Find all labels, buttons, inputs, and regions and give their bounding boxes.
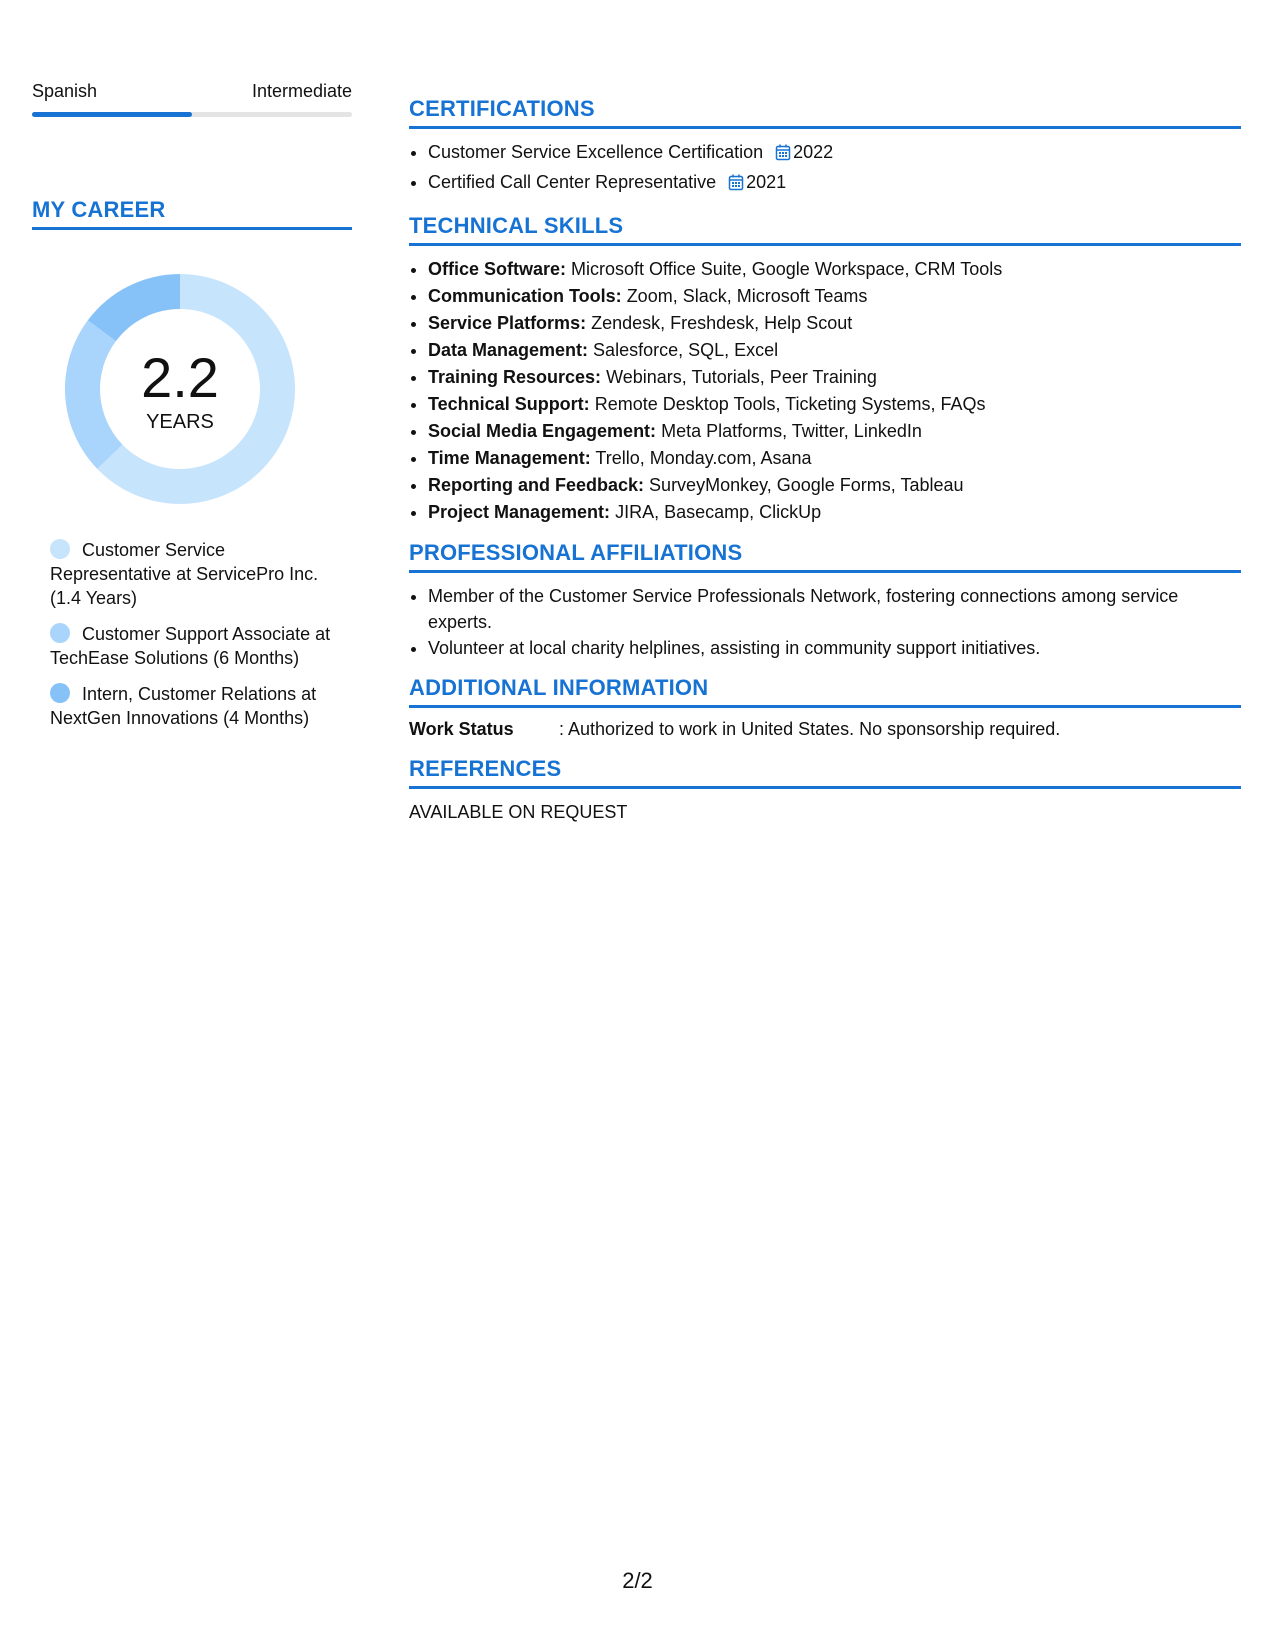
skill-category: Reporting and Feedback: bbox=[428, 475, 645, 495]
career-entry-label: Customer Support Associate at TechEase Solutions (6 Months) bbox=[50, 624, 331, 668]
certification-item bbox=[428, 139, 1241, 169]
career-legend bbox=[50, 538, 350, 730]
career-total-years: 2.2 bbox=[141, 346, 219, 409]
skill-item bbox=[428, 499, 1241, 526]
references-heading: REFERENCES bbox=[409, 756, 1241, 789]
technical-skills-list bbox=[409, 256, 1241, 526]
skill-tools: Zendesk, Freshdesk, Help Scout bbox=[591, 313, 853, 333]
work-status-value: : Authorized to work in United States. No sponsorship required. bbox=[559, 719, 1061, 739]
skill-item bbox=[428, 445, 1241, 472]
affiliations-section bbox=[409, 540, 1241, 661]
language-name: Spanish bbox=[32, 81, 98, 101]
certification-year: 2022 bbox=[793, 142, 834, 162]
certification-name: Customer Service Excellence Certification bbox=[428, 142, 764, 162]
skill-category: Communication Tools: bbox=[428, 286, 622, 306]
skill-category: Technical Support: bbox=[428, 394, 590, 414]
affiliations-heading: PROFESSIONAL AFFILIATIONS bbox=[409, 540, 1241, 573]
certifications-list bbox=[409, 139, 1241, 199]
left-column bbox=[32, 80, 352, 742]
certifications-section bbox=[409, 96, 1241, 199]
certification-name: Certified Call Center Representative bbox=[428, 172, 717, 192]
certification-item bbox=[428, 169, 1241, 199]
page-number: 2/2 bbox=[622, 1568, 653, 1593]
language-level: Intermediate bbox=[251, 81, 352, 101]
skill-category: Office Software: bbox=[428, 259, 567, 279]
work-status-row bbox=[409, 716, 1241, 742]
career-donut-chart bbox=[65, 274, 295, 504]
career-legend-item bbox=[50, 682, 350, 730]
skill-item bbox=[428, 337, 1241, 364]
skill-item bbox=[428, 364, 1241, 391]
skill-tools: Trello, Monday.com, Asana bbox=[595, 448, 812, 468]
skill-category: Data Management: bbox=[428, 340, 589, 360]
additional-info-section bbox=[409, 675, 1241, 742]
donut-center bbox=[65, 274, 295, 504]
skill-item bbox=[428, 472, 1241, 499]
skill-tools: Salesforce, SQL, Excel bbox=[593, 340, 779, 360]
skill-item bbox=[428, 418, 1241, 445]
career-entry-label: Intern, Customer Relations at NextGen Innovations (4 Months) bbox=[50, 684, 317, 728]
skill-tools: Microsoft Office Suite, Google Workspace, CRM Tools bbox=[571, 259, 1003, 279]
skill-tools: Remote Desktop Tools, Ticketing Systems, FAQs bbox=[594, 394, 986, 414]
calendar-icon bbox=[775, 142, 791, 169]
skill-tools: Zoom, Slack, Microsoft Teams bbox=[626, 286, 868, 306]
certification-year: 2021 bbox=[746, 172, 787, 192]
skill-tools: Meta Platforms, Twitter, LinkedIn bbox=[661, 421, 922, 441]
affiliation-item: • Volunteer at local charity helplines, assisting in community support initiatives. bbox=[428, 635, 1241, 661]
skill-item bbox=[428, 391, 1241, 418]
legend-dot bbox=[50, 683, 70, 703]
references-text: AVAILABLE ON REQUEST bbox=[409, 802, 628, 822]
skill-category: Service Platforms: bbox=[428, 313, 587, 333]
career-heading: MY CAREER bbox=[32, 197, 352, 230]
career-entry-label: Customer Service Representative at ServicePro Inc. (1.4 Years) bbox=[50, 540, 319, 608]
skill-category: Time Management: bbox=[428, 448, 591, 468]
skill-category: Social Media Engagement: bbox=[428, 421, 657, 441]
work-status-label: Work Status bbox=[409, 719, 514, 739]
skill-tools: Webinars, Tutorials, Peer Training bbox=[606, 367, 877, 387]
additional-info-heading: ADDITIONAL INFORMATION bbox=[409, 675, 1241, 708]
skill-category: Training Resources: bbox=[428, 367, 602, 387]
language-proficiency-bar bbox=[32, 112, 352, 117]
certifications-heading: CERTIFICATIONS bbox=[409, 96, 1241, 129]
legend-dot bbox=[50, 623, 70, 643]
technical-skills-section bbox=[409, 213, 1241, 526]
career-legend-item bbox=[50, 538, 350, 610]
references-section bbox=[409, 756, 1241, 825]
affiliation-item: • Member of the Customer Service Professionals Network, fostering connections among service experts. bbox=[428, 583, 1241, 635]
skill-item bbox=[428, 256, 1241, 283]
skill-tools: SurveyMonkey, Google Forms, Tableau bbox=[649, 475, 964, 495]
calendar-icon bbox=[728, 172, 744, 199]
career-total-unit: YEARS bbox=[146, 411, 214, 433]
language-proficiency-fill bbox=[32, 112, 192, 117]
skill-tools: JIRA, Basecamp, ClickUp bbox=[615, 502, 822, 522]
legend-dot bbox=[50, 539, 70, 559]
skill-item bbox=[428, 310, 1241, 337]
skill-item bbox=[428, 283, 1241, 310]
career-legend-item bbox=[50, 622, 350, 670]
skill-category: Project Management: bbox=[428, 502, 611, 522]
right-column bbox=[409, 96, 1241, 839]
affiliations-list bbox=[409, 583, 1241, 661]
language-row bbox=[32, 80, 352, 102]
technical-skills-heading: TECHNICAL SKILLS bbox=[409, 213, 1241, 246]
